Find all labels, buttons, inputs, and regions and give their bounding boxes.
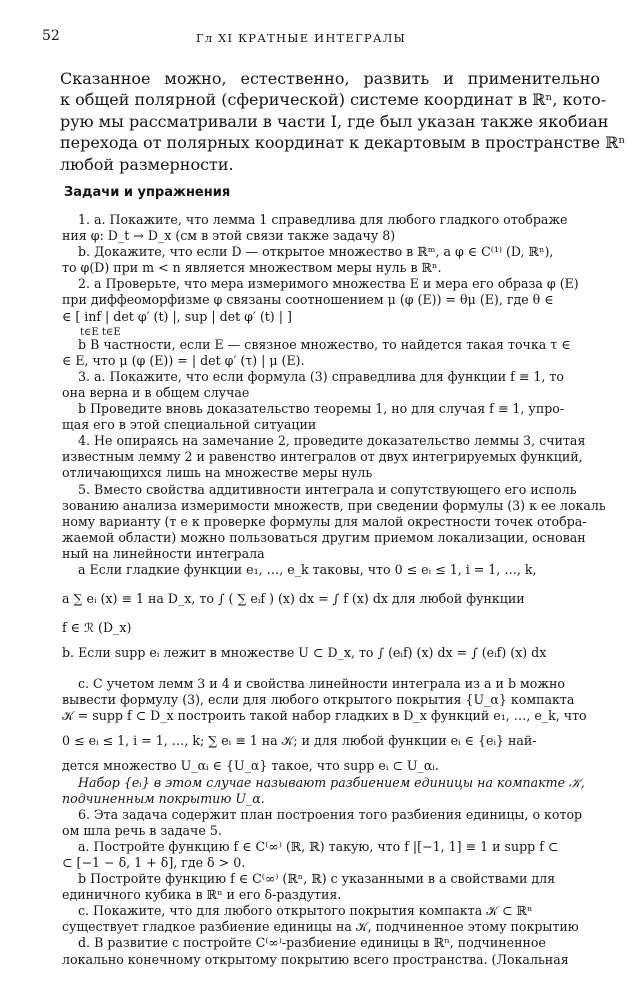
formula-line: 0 ≤ eᵢ ≤ 1, i = 1, …, k; ∑ eᵢ ≡ 1 на 𝒦; и для любой функции eᵢ ∈ {eᵢ} най- [62,733,537,749]
problem-line: ом шла речь в задаче 5. [62,822,222,838]
formula-line: b. Если supp eᵢ лежит в множестве U ⊂ D_x, то ∫ (eᵢf) (x) dx = ∫ (eᵢf) (x) dx [62,645,547,661]
problem-line: при диффеоморфизме φ связаны соотношением μ (φ (E)) = θμ (E), где θ ∈ [62,292,554,308]
problem-line: жаемой области) можно пользоваться другим приемом локализации, основан [62,529,586,545]
problem-line: b В частности, если E — связное множество, то найдется такая точка τ ∈ [78,336,571,352]
problem-line: ⊂ [−1 − δ, 1 + δ], где δ > 0. [62,855,246,870]
problem-line: 6. Эта задача содержит план построения того разбиения единицы, о котор [78,806,583,822]
problem-line: t∈E t∈E [80,326,121,338]
problem-line: единичного кубика в ℝⁿ и его δ-раздутия. [62,887,342,903]
chapter-title: Гл XI КРАТНЫЕ ИНТЕГРАЛЫ [196,31,407,45]
problem-line: 𝒦 = supp f ⊂ D_x построить такой набор гладких в D_x функций e₁, …, e_k, что [62,708,587,724]
problem-line: 3. a. Покажите, что если формула (3) справедлива для функции f ≡ 1, то [78,368,564,384]
intro-line: перехода от полярных координат к декартовым в пространстве ℝⁿ [60,133,626,153]
problem-line: b Проведите вновь доказательство теоремы 1, но для случая f ≡ 1, упро- [78,401,565,417]
problem-line: 2. a Проверьте, что мера измеримого множества E и мера его образа φ (E) [78,276,579,292]
problem-line: c. С учетом лемм 3 и 4 и свойства линейности интеграла из a и b можно [78,676,565,692]
intro-line: рую мы рассматривали в части I, где был указан также якобиан [60,111,609,131]
section-title: Задачи и упражнения [64,185,231,200]
problem-line: вывести формулу (3), если для любого открытого покрытия {U_α} компакта [62,692,575,708]
page-number: 52 [42,28,60,44]
problem-line: d. В развитие c постройте C⁽∞⁾-разбиение единицы в ℝⁿ, подчиненное [78,935,546,951]
problem-line: c. Покажите, что для любого открытого покрытия компакта 𝒦 ⊂ ℝⁿ [78,903,533,919]
intro-paragraph [60,68,626,175]
problem-line: щая его в этой специальной ситуации [62,417,317,433]
intro-line: любой размерности. [60,154,234,174]
intro-line: Сказанное можно, естественно, развить и применительно [60,69,600,88]
problem-line: то φ(D) при m < n является множеством меры нуль в ℝⁿ. [62,260,442,276]
problem-line: 1. a. Покажите, что лемма 1 справедлива для любого гладкого отображе [78,212,568,227]
problems-body [62,212,606,968]
problem-line: ному варианту (т е к проверке формулы для малой окрестности точек отобра- [62,513,587,529]
problem-line: 4. Не опираясь на замечание 2, проведите доказательство леммы 3, считая [78,433,586,449]
problem-line: Набор {eᵢ} в этом случае называют разбиением единицы на компакте 𝒦, [78,774,585,790]
problem-line: ∈ E, что μ (φ (E)) = | det φ′ (τ) | μ (E). [62,352,305,368]
problem-line: 5. Вместо свойства аддитивности интеграла и сопутствующего его исполь [78,481,577,497]
problem-line: ный на линейности интеграла [62,545,265,561]
formula-line: а ∑ eᵢ (x) ≡ 1 на D_x, то ∫ ( ∑ eᵢf ) (x) dx = ∫ f (x) dx для любой функции [62,591,525,607]
problem-line: a Если гладкие функции e₁, …, e_k таковы, что 0 ≤ eᵢ ≤ 1, i = 1, …, k, [78,561,537,577]
intro-line: к общей полярной (сферической) системе координат в ℝⁿ, кото- [60,90,607,110]
problem-line: f ∈ ℛ (D_x) [62,620,132,636]
problem-line: локально конечному открытому покрытию всего пространства. (Локальная [62,951,569,967]
problem-line: зованию анализа измеримости множеств, при сведении формулы (3) к ее локаль [62,497,606,513]
running-header [0,28,628,48]
problem-line: b. Докажите, что если D — открытое множество в ℝᵐ, а φ ∈ C⁽¹⁾ (D, ℝⁿ), [78,244,554,260]
problem-line: ния φ: D_t → D_x (см в этой связи также задачу 8) [62,228,396,244]
problem-line: отличающихся лишь на множестве меры нуль [62,465,373,481]
problem-line: подчиненным покрытию U_α. [62,790,265,806]
problem-line: она верна и в общем случае [62,384,250,400]
problem-line: ∈ [ inf | det φ′ (t) |, sup | det φ′ (t) | ] [62,308,292,324]
problem-line: существует гладкое разбиение единицы на 𝒦, подчиненное этому покрытию [62,919,579,935]
problem-line: a. Постройте функцию f ∈ C⁽∞⁾ (ℝ, ℝ) такую, что f |[−1, 1] ≡ 1 и supp f ⊂ [78,838,559,854]
problem-line: известным лемму 2 и равенство интегралов от двух интегрируемых функций, [62,449,583,465]
problem-line: дется множество U_αᵢ ∈ {U_α} такое, что supp eᵢ ⊂ U_αᵢ. [62,758,439,774]
problem-line: b Постройте функцию f ∈ C⁽∞⁾ (ℝⁿ, ℝ) с указанными в a свойствами для [78,871,556,887]
